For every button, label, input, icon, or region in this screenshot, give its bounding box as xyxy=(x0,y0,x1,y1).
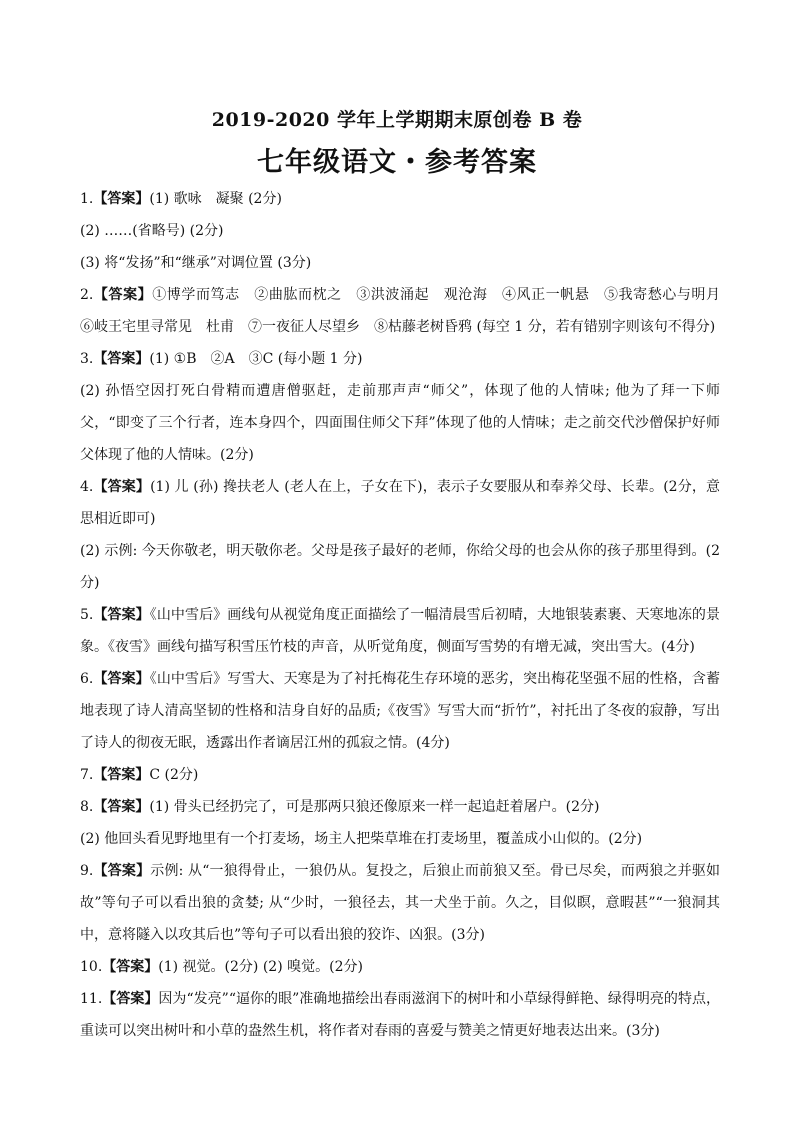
answer-text: (1) 视觉。(2分) (2) 嗅觉。(2分) xyxy=(158,959,363,975)
answer-text: 《山中雪后》画线句从视觉角度正面描绘了一幅清晨雪后初晴，大地银装素裹、天寒地冻的景象。《夜雪》画线句描写积雪压竹枝的声音，从听觉角度，侧面写雪势的有增无减，突出雪大。(4分) xyxy=(80,607,720,655)
answer-subitem: (2) ……(省略号) (2分) xyxy=(80,223,224,239)
answer-number: 9. xyxy=(80,863,94,879)
answer-number: 1. xyxy=(80,191,94,207)
answer-subitem: (2) 孙悟空因打死白骨精而遭唐僧驱赶，走前那声声“师父”，体现了他的人情味; 他为了拜一下师父，“即变了三个行者，连本身四个，四面围住师父下拜”体现了他的人情味；走之前交代沙僧保护好师父体现了他的人情味。(2分) xyxy=(80,383,720,463)
answer-tag: 【答案】 xyxy=(102,991,159,1007)
answer-tag: 【答案】 xyxy=(93,607,150,623)
answer-number: 7. xyxy=(80,767,94,783)
answer-item xyxy=(80,599,720,663)
answer-item xyxy=(80,759,720,791)
answer-text: 因为“发亮”“逼你的眼”准确地描绘出春雨滋润下的树叶和小草绿得鲜艳、绿得明亮的特点，重读可以突出树叶和小草的盎然生机，将作者对春雨的喜爱与赞美之情更好地表达出来。(3分) xyxy=(80,991,720,1039)
answer-number: 10. xyxy=(80,959,103,975)
answer-subitem: (2) 示例: 今天你敬老，明天敬你老。父母是孩子最好的老师，你给父母的也会从你的孩子那里得到。(2分) xyxy=(80,543,720,591)
answer-text: 《山中雪后》写雪大、天寒是为了衬托梅花生存环境的恶劣，突出梅花坚强不屈的性格，含蓄地表现了诗人清高坚韧的性格和洁身自好的品质;《夜雪》写雪大而“折竹”，衬托出了冬夜的寂静，写出了诗人的彻夜无眠，透露出作者谪居江州的孤寂之情。(4分) xyxy=(80,671,720,751)
answer-number: 4. xyxy=(80,479,94,495)
answer-item xyxy=(80,279,735,343)
answer-tag: 【答案】 xyxy=(93,767,150,783)
answer-number: 5. xyxy=(80,607,94,623)
answer-item xyxy=(80,471,720,535)
answer-item xyxy=(80,791,720,823)
answer-item xyxy=(80,183,720,215)
exam-subtitle: 2019-2020 学年上学期期末原创卷 B 卷 xyxy=(211,109,583,131)
answer-number: 3. xyxy=(80,351,94,367)
answer-number: 2. xyxy=(80,287,94,303)
answer-item xyxy=(80,951,720,983)
answer-item xyxy=(80,855,720,951)
answer-text: C (2分) xyxy=(149,767,199,783)
answer-tag: 【答案】 xyxy=(93,479,151,495)
answer-list xyxy=(80,183,735,1047)
answer-tag: 【答案】 xyxy=(93,863,151,879)
answer-number: 8. xyxy=(80,799,94,815)
answer-tag: 【答案】 xyxy=(93,799,150,815)
answer-item xyxy=(80,343,720,375)
answer-item xyxy=(80,983,720,1047)
answer-subitem: (2) 他回头看见野地里有一个打麦场，场主人把柴草堆在打麦场里，覆盖成小山似的。(2分) xyxy=(80,831,643,847)
answer-subitem: (3) 将“发扬”和“继承”对调位置 (3分) xyxy=(80,255,312,271)
answer-text: (1) 骨头已经扔完了，可是那两只狼还像原来一样一起追赶着屠户。(2分) xyxy=(149,799,600,815)
answer-tag: 【答案】 xyxy=(93,191,150,207)
page-title: 七年级语文・参考答案 xyxy=(257,147,537,178)
answer-tag: 【答案】 xyxy=(102,959,159,975)
answer-number: 6. xyxy=(80,671,94,687)
answer-number: 11. xyxy=(80,991,103,1007)
answer-tag: 【答案】 xyxy=(93,351,150,367)
answer-tag: 【答案】 xyxy=(93,287,153,303)
answer-text: (1) 歌咏 凝聚 (2分) xyxy=(149,191,282,207)
answer-text: (1) 儿 (孙) 搀扶老人 (老人在上，子女在下)，表示子女要服从和奉养父母、长辈。(2分，意思相近即可) xyxy=(80,479,721,527)
answer-text: ①博学而笃志 ②曲肱而枕之 ③洪波涌起 观沧海 ④风正一帆悬 ⑤我寄愁心与明月 ⑥岐王宅里寻常见 杜甫 ⑦一夜征人尽望乡 ⑧枯藤老树昏鸦 (每空 1 分，若有错别字则该句不得分) xyxy=(80,287,735,335)
answer-tag: 【答案】 xyxy=(93,671,150,687)
answer-text: (1) ①B ②A ③C (每小题 1 分) xyxy=(149,351,363,367)
answer-item xyxy=(80,663,720,759)
answer-text: 示例: 从“一狼得骨止，一狼仍从。复投之，后狼止而前狼又至。骨已尽矣，而两狼之并驱如故”等句子可以看出狼的贪婪; 从“少时，一狼径去，其一犬坐于前。久之，目似瞑，意暇甚”“一狼洞其中，意将隧入以攻其后也”等句子可以看出狼的狡诈、凶狠。(3分) xyxy=(80,863,721,943)
